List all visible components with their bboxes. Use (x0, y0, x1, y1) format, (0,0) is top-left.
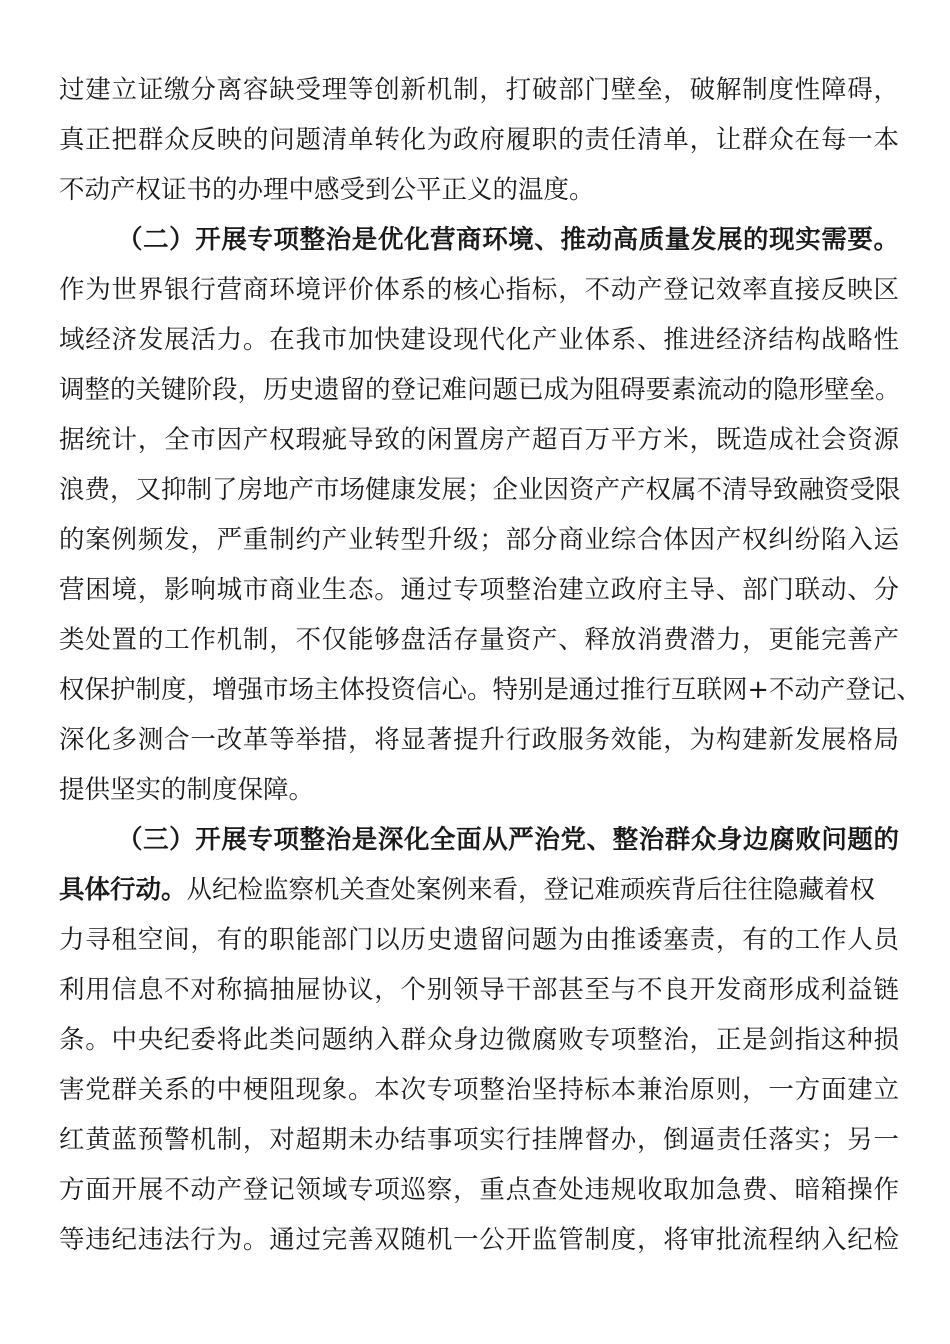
paragraph-line: 条。中央纪委将此类问题纳入群众身边微腐败专项整治，正是剑指这种损 (59, 1025, 899, 1055)
section-heading: （二）开展专项整治是优化营商环境、推动高质量发展的现实需要。 (117, 225, 899, 255)
paragraph-line: 利用信息不对称搞抽屉协议，个别领导干部甚至与不良开发商形成利益链 (59, 975, 899, 1005)
paragraph-line: 类处置的工作机制，不仅能够盘活存量资产、释放消费潜力，更能完善产 (59, 625, 899, 655)
paragraph-line: 等违纪违法行为。通过完善双随机一公开监管制度，将审批流程纳入纪检 (59, 1225, 899, 1255)
section-heading: （三）开展专项整治是深化全面从严治党、整治群众身边腐败问题的 (117, 825, 899, 855)
paragraph-line: 的案例频发，严重制约产业转型升级；部分商业综合体因产权纠纷陷入运 (59, 525, 899, 555)
paragraph-line: 提供坚实的制度保障。 (59, 775, 315, 805)
paragraph-line: 不动产权证书的办理中感受到公平正义的温度。 (59, 175, 595, 205)
paragraph-line: 过建立证缴分离容缺受理等创新机制，打破部门壁垒，破解制度性障碍， (59, 75, 899, 105)
paragraph-line: 害党群关系的中梗阻现象。本次专项整治坚持标本兼治原则，一方面建立 (59, 1075, 899, 1105)
paragraph-line: 真正把群众反映的问题清单转化为政府履职的责任清单，让群众在每一本 (59, 125, 899, 155)
paragraph-line: 力寻租空间，有的职能部门以历史遗留问题为由推诿塞责，有的工作人员 (59, 925, 899, 955)
paragraph-line: 调整的关键阶段，历史遗留的登记难问题已成为阻碍要素流动的隐形壁垒。 (59, 375, 901, 405)
paragraph-line: 浪费，又抑制了房地产市场健康发展；企业因资产产权属不清导致融资受限 (59, 475, 901, 505)
paragraph-line: 作为世界银行营商环境评价体系的核心指标，不动产登记效率直接反映区 (59, 275, 899, 305)
paragraph-line: 权保护制度，增强市场主体投资信心。特别是通过推行互联网+不动产登记、 (59, 675, 922, 705)
paragraph-text: 从纪检监察机关查处案例来看，登记难顽疾背后往往隐藏着权 (186, 875, 876, 905)
paragraph-line: 方面开展不动产登记领域专项巡察，重点查处违规收取加急费、暗箱操作 (59, 1175, 899, 1205)
paragraph-line (59, 865, 899, 915)
paragraph-line: 营困境，影响城市商业生态。通过专项整治建立政府主导、部门联动、分 (59, 575, 899, 605)
paragraph-line: 红黄蓝预警机制，对超期未办结事项实行挂牌督办，倒逼责任落实；另一 (59, 1125, 899, 1155)
paragraph-line: 域经济发展活力。在我市加快建设现代化产业体系、推进经济结构战略性 (59, 325, 899, 355)
paragraph-line: 据统计，全市因产权瑕疵导致的闲置房产超百万平方米，既造成社会资源 (59, 425, 899, 455)
paragraph-line: 深化多测合一改革等举措，将显著提升行政服务效能，为构建新发展格局 (59, 725, 899, 755)
section-heading-tail: 具体行动。 (59, 875, 187, 905)
